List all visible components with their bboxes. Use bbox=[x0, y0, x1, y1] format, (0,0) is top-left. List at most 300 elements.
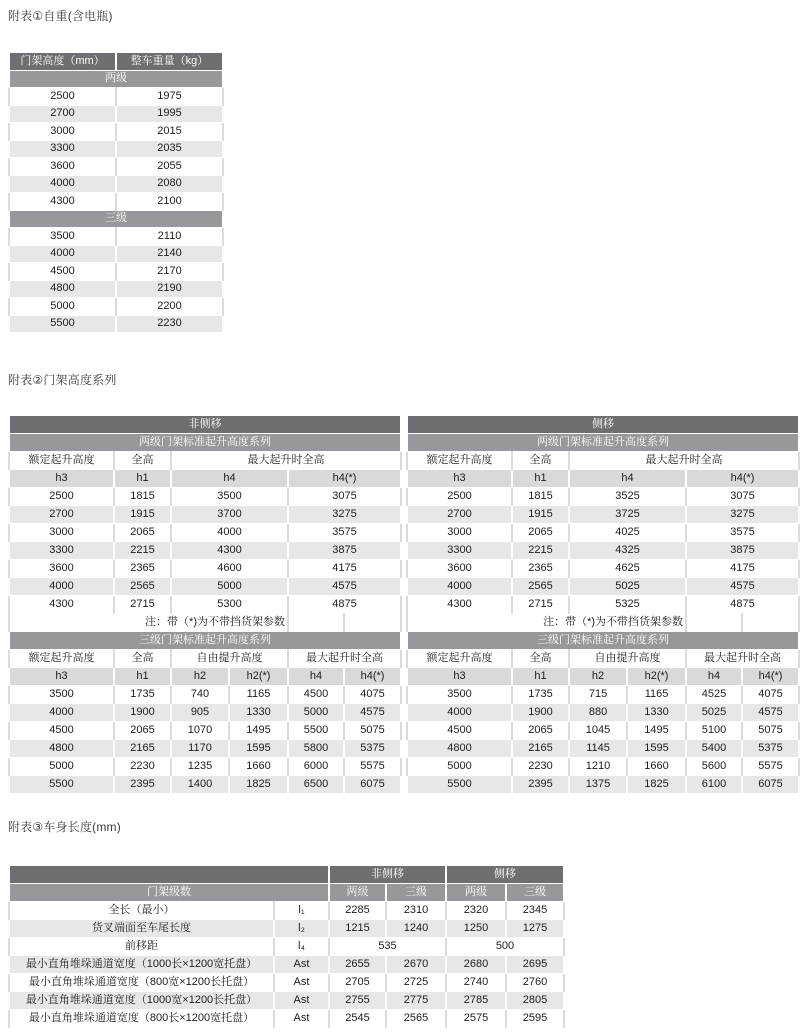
data-cell: 5500 bbox=[288, 722, 344, 740]
data-cell: 5025 bbox=[569, 578, 686, 596]
data-cell: 4575 bbox=[288, 578, 401, 596]
table-row bbox=[407, 686, 799, 704]
data-cell: 2055 bbox=[116, 158, 223, 176]
table-row bbox=[9, 193, 223, 211]
data-cell: 6100 bbox=[686, 776, 742, 794]
data-cell: 2035 bbox=[116, 140, 223, 158]
group-title-cell: 非侧移 bbox=[9, 416, 401, 434]
table-row bbox=[9, 776, 401, 794]
data-cell: 1995 bbox=[116, 105, 223, 123]
data-cell: 2100 bbox=[116, 193, 223, 211]
table2-title: 附表②门架高度系列 bbox=[8, 373, 117, 387]
data-cell: 4075 bbox=[344, 686, 401, 704]
section-header-cell: 两级门架标准起升高度系列 bbox=[407, 434, 799, 452]
mast-height-tables bbox=[8, 415, 800, 794]
data-cell: 4025 bbox=[569, 524, 686, 542]
data-cell: 4500 bbox=[9, 263, 116, 281]
data-cell: 1235 bbox=[171, 758, 229, 776]
symbol-header-cell: h1 bbox=[114, 668, 171, 686]
data-cell: 740 bbox=[171, 686, 229, 704]
data-cell: 2015 bbox=[116, 123, 223, 141]
table-row bbox=[9, 542, 401, 560]
data-cell: 4000 bbox=[407, 578, 512, 596]
data-cell: 3600 bbox=[9, 158, 116, 176]
table-row bbox=[407, 722, 799, 740]
table-row bbox=[407, 668, 799, 686]
data-cell bbox=[686, 614, 742, 632]
data-cell: 3575 bbox=[288, 524, 401, 542]
symbol-header-cell: h4(*) bbox=[344, 668, 401, 686]
symbol-header-cell: h1 bbox=[114, 470, 171, 488]
table-row bbox=[9, 668, 401, 686]
data-cell: 1250 bbox=[446, 920, 506, 938]
data-cell: 5000 bbox=[9, 758, 114, 776]
column-header-cell: 最大起升时全高 bbox=[686, 650, 799, 668]
table1-title: 附表①自重(含电瓶) bbox=[8, 9, 113, 23]
data-cell: 1145 bbox=[569, 740, 627, 758]
data-cell: 2365 bbox=[512, 560, 569, 578]
data-cell: 1375 bbox=[569, 776, 627, 794]
data-cell: 2565 bbox=[114, 578, 171, 596]
row-label-cell: 最小直角堆垛通道宽度（1000宽×1200长托盘） bbox=[9, 992, 274, 1010]
data-cell: 5375 bbox=[742, 740, 799, 758]
row-label-cell: 最小直角堆垛通道宽度（1000长×1200宽托盘） bbox=[9, 956, 274, 974]
data-cell: 1165 bbox=[229, 686, 288, 704]
table-row bbox=[9, 140, 223, 158]
data-cell: 2170 bbox=[116, 263, 223, 281]
symbol-header-cell: h4 bbox=[171, 470, 288, 488]
mast-height-table-non-sideshift bbox=[8, 415, 402, 794]
table-row bbox=[407, 434, 799, 452]
table-row bbox=[9, 105, 223, 123]
table-row bbox=[9, 758, 401, 776]
data-cell: 1975 bbox=[116, 88, 223, 106]
data-cell: 4625 bbox=[569, 560, 686, 578]
data-cell: 2715 bbox=[512, 596, 569, 614]
data-cell: 2395 bbox=[114, 776, 171, 794]
table-row bbox=[407, 488, 799, 506]
table-row bbox=[9, 88, 223, 106]
table-row bbox=[9, 722, 401, 740]
table-row bbox=[407, 614, 799, 632]
data-cell: 1070 bbox=[171, 722, 229, 740]
table-row bbox=[9, 740, 401, 758]
data-cell bbox=[742, 614, 799, 632]
column-header-cell: 全高 bbox=[512, 650, 569, 668]
symbol-cell: Ast bbox=[274, 974, 329, 992]
data-cell: 3725 bbox=[569, 506, 686, 524]
data-cell: 2230 bbox=[114, 758, 171, 776]
data-cell: 2500 bbox=[407, 488, 512, 506]
table-row bbox=[9, 158, 223, 176]
data-cell: 1215 bbox=[329, 920, 386, 938]
table-row bbox=[9, 434, 401, 452]
data-cell: 2775 bbox=[386, 992, 446, 1010]
table-row bbox=[9, 650, 401, 668]
data-cell: 2345 bbox=[506, 902, 564, 920]
data-cell: 5000 bbox=[171, 578, 288, 596]
column-header-cell: 最大起升时全高 bbox=[569, 452, 799, 470]
table-row bbox=[407, 578, 799, 596]
data-cell: 5075 bbox=[344, 722, 401, 740]
data-cell: 1275 bbox=[506, 920, 564, 938]
column-header-cell: 最大起升时全高 bbox=[171, 452, 401, 470]
symbol-cell: l₁ bbox=[274, 902, 329, 920]
data-cell: 2700 bbox=[407, 506, 512, 524]
column-header-cell: 门架高度（mm） bbox=[9, 53, 116, 71]
data-cell: 2725 bbox=[386, 974, 446, 992]
table-row bbox=[9, 956, 564, 974]
table-row bbox=[9, 506, 401, 524]
table-row bbox=[9, 902, 564, 920]
data-cell: 1900 bbox=[114, 704, 171, 722]
column-header-cell: 额定起升高度 bbox=[9, 452, 114, 470]
symbol-header-cell: h4(*) bbox=[288, 470, 401, 488]
data-cell: 2285 bbox=[329, 902, 386, 920]
table-row bbox=[9, 974, 564, 992]
table-row bbox=[407, 758, 799, 776]
data-cell: 2140 bbox=[116, 245, 223, 263]
data-cell: 4500 bbox=[9, 722, 114, 740]
symbol-header-cell: h4 bbox=[686, 668, 742, 686]
data-cell: 2680 bbox=[446, 956, 506, 974]
row-label-cell: 货叉端面至车尾长度 bbox=[9, 920, 274, 938]
data-cell: 4800 bbox=[9, 740, 114, 758]
column-header-cell: 最大起升时全高 bbox=[288, 650, 401, 668]
table-row bbox=[407, 560, 799, 578]
data-cell: 905 bbox=[171, 704, 229, 722]
table-row bbox=[9, 614, 401, 632]
table-row bbox=[9, 280, 223, 298]
data-cell: 1815 bbox=[512, 488, 569, 506]
data-cell: 2215 bbox=[114, 542, 171, 560]
data-cell: 1240 bbox=[386, 920, 446, 938]
data-cell: 2695 bbox=[506, 956, 564, 974]
table-row bbox=[407, 704, 799, 722]
table-row bbox=[9, 488, 401, 506]
row-label-cell: 最小直角堆垛通道宽度（800长×1200宽托盘） bbox=[9, 1010, 274, 1028]
table-row bbox=[407, 524, 799, 542]
data-cell: 2190 bbox=[116, 280, 223, 298]
data-cell: 2065 bbox=[512, 722, 569, 740]
table-row bbox=[9, 175, 223, 193]
data-cell: 3275 bbox=[686, 506, 799, 524]
mast-height-table-sideshift bbox=[406, 415, 800, 794]
table-row bbox=[9, 70, 223, 88]
table-row bbox=[9, 452, 401, 470]
table-row bbox=[407, 506, 799, 524]
data-cell: 3875 bbox=[288, 542, 401, 560]
symbol-header-cell: h3 bbox=[407, 668, 512, 686]
data-cell: 2395 bbox=[512, 776, 569, 794]
column-header-cell: 两级 bbox=[329, 884, 386, 902]
data-cell: 3500 bbox=[9, 228, 116, 246]
table-row bbox=[407, 650, 799, 668]
data-cell: 2565 bbox=[512, 578, 569, 596]
data-cell: 1825 bbox=[627, 776, 686, 794]
table-row bbox=[407, 596, 799, 614]
data-cell: 4175 bbox=[686, 560, 799, 578]
symbol-header-cell: h3 bbox=[407, 470, 512, 488]
column-header-cell: 门架级数 bbox=[9, 884, 329, 902]
data-cell: 5100 bbox=[686, 722, 742, 740]
data-cell: 2365 bbox=[114, 560, 171, 578]
data-cell: 4000 bbox=[9, 578, 114, 596]
data-cell: 6500 bbox=[288, 776, 344, 794]
section-header-cell: 两级门架标准起升高度系列 bbox=[9, 434, 401, 452]
symbol-header-cell: h3 bbox=[9, 668, 114, 686]
data-cell bbox=[288, 614, 344, 632]
column-header-cell: 额定起升高度 bbox=[9, 650, 114, 668]
table-row bbox=[9, 245, 223, 263]
row-label-cell: 最小直角堆垛通道宽度（800宽×1200长托盘） bbox=[9, 974, 274, 992]
data-cell: 2670 bbox=[386, 956, 446, 974]
data-cell: 5000 bbox=[9, 298, 116, 316]
symbol-header-cell: h4(*) bbox=[686, 470, 799, 488]
table-row bbox=[9, 53, 223, 71]
data-cell: 2065 bbox=[114, 524, 171, 542]
data-cell: 1915 bbox=[512, 506, 569, 524]
data-cell: 3600 bbox=[407, 560, 512, 578]
table-row bbox=[407, 416, 799, 434]
symbol-cell: l₄ bbox=[274, 938, 329, 956]
data-cell: 3075 bbox=[686, 488, 799, 506]
table-row bbox=[9, 686, 401, 704]
data-cell: 2110 bbox=[116, 228, 223, 246]
data-cell: 1495 bbox=[229, 722, 288, 740]
table-row bbox=[9, 416, 401, 434]
data-cell: 3275 bbox=[288, 506, 401, 524]
table-row bbox=[407, 632, 799, 650]
data-cell: 2065 bbox=[512, 524, 569, 542]
table-row bbox=[9, 596, 401, 614]
data-cell: 2805 bbox=[506, 992, 564, 1010]
symbol-cell: Ast bbox=[274, 992, 329, 1010]
column-header-cell: 额定起升高度 bbox=[407, 650, 512, 668]
table-row bbox=[9, 632, 401, 650]
data-cell: 5000 bbox=[407, 758, 512, 776]
data-cell: 2700 bbox=[9, 506, 114, 524]
data-cell: 4500 bbox=[288, 686, 344, 704]
section-header-cell: 三级 bbox=[9, 210, 223, 228]
data-cell: 5800 bbox=[288, 740, 344, 758]
table-row bbox=[9, 210, 223, 228]
table-row bbox=[9, 470, 401, 488]
data-cell: 4300 bbox=[171, 542, 288, 560]
data-cell: 4575 bbox=[742, 704, 799, 722]
symbol-header-cell: h2(*) bbox=[229, 668, 288, 686]
table-row bbox=[9, 560, 401, 578]
data-cell: 2080 bbox=[116, 175, 223, 193]
data-cell: 2655 bbox=[329, 956, 386, 974]
data-cell: 2230 bbox=[116, 315, 223, 333]
data-cell: 1595 bbox=[627, 740, 686, 758]
data-cell: 3000 bbox=[407, 524, 512, 542]
data-cell: 5500 bbox=[407, 776, 512, 794]
data-cell: 3000 bbox=[9, 524, 114, 542]
table-row bbox=[407, 470, 799, 488]
data-cell: 1735 bbox=[512, 686, 569, 704]
note-cell: 注：带（*)为不带挡货架参数 bbox=[407, 614, 686, 632]
data-cell: 4000 bbox=[171, 524, 288, 542]
data-cell: 4075 bbox=[742, 686, 799, 704]
data-cell: 4300 bbox=[9, 596, 114, 614]
data-cell: 6075 bbox=[742, 776, 799, 794]
data-cell: 6075 bbox=[344, 776, 401, 794]
group-title-cell: 侧移 bbox=[407, 416, 799, 434]
table-row bbox=[407, 452, 799, 470]
data-cell: 4300 bbox=[9, 193, 116, 211]
section-header-cell: 三级门架标准起升高度系列 bbox=[407, 632, 799, 650]
symbol-cell: Ast bbox=[274, 956, 329, 974]
data-cell: 5325 bbox=[569, 596, 686, 614]
table-row bbox=[9, 298, 223, 316]
data-cell: 5075 bbox=[742, 722, 799, 740]
data-cell: 3075 bbox=[288, 488, 401, 506]
symbol-cell: l₂ bbox=[274, 920, 329, 938]
data-cell: 5400 bbox=[686, 740, 742, 758]
data-cell: 4800 bbox=[9, 280, 116, 298]
data-cell: 1595 bbox=[229, 740, 288, 758]
group-title-cell: 侧移 bbox=[446, 866, 564, 884]
data-cell: 715 bbox=[569, 686, 627, 704]
column-header-cell: 三级 bbox=[506, 884, 564, 902]
column-header-cell: 自由提升高度 bbox=[569, 650, 686, 668]
symbol-header-cell: h2 bbox=[171, 668, 229, 686]
data-cell: 1660 bbox=[229, 758, 288, 776]
data-cell: 1825 bbox=[229, 776, 288, 794]
data-cell: 2200 bbox=[116, 298, 223, 316]
column-header-cell: 两级 bbox=[446, 884, 506, 902]
data-cell: 2755 bbox=[329, 992, 386, 1010]
data-cell: 1330 bbox=[229, 704, 288, 722]
data-cell: 1210 bbox=[569, 758, 627, 776]
symbol-header-cell: h2 bbox=[569, 668, 627, 686]
data-cell: 3000 bbox=[9, 123, 116, 141]
table-row bbox=[9, 938, 564, 956]
data-cell bbox=[344, 614, 401, 632]
data-cell: 535 bbox=[329, 938, 446, 956]
data-cell: 1815 bbox=[114, 488, 171, 506]
data-cell: 5500 bbox=[9, 776, 114, 794]
group-title-cell: 非侧移 bbox=[329, 866, 446, 884]
data-cell: 5000 bbox=[288, 704, 344, 722]
column-header-cell: 全高 bbox=[512, 452, 569, 470]
data-cell: 5300 bbox=[171, 596, 288, 614]
data-cell: 2310 bbox=[386, 902, 446, 920]
data-cell: 4000 bbox=[9, 704, 114, 722]
table-row bbox=[9, 263, 223, 281]
table-row bbox=[9, 228, 223, 246]
data-cell: 3500 bbox=[9, 686, 114, 704]
table-row bbox=[9, 578, 401, 596]
data-cell: 1900 bbox=[512, 704, 569, 722]
symbol-header-cell: h1 bbox=[512, 470, 569, 488]
data-cell: 4600 bbox=[171, 560, 288, 578]
data-cell: 3525 bbox=[569, 488, 686, 506]
data-cell: 2575 bbox=[446, 1010, 506, 1028]
section-header-cell: 两级 bbox=[9, 70, 223, 88]
data-cell: 3300 bbox=[9, 542, 114, 560]
data-cell: 2700 bbox=[9, 105, 116, 123]
data-cell: 1045 bbox=[569, 722, 627, 740]
table-row bbox=[9, 1010, 564, 1028]
symbol-header-cell: h4 bbox=[569, 470, 686, 488]
data-cell: 500 bbox=[446, 938, 564, 956]
data-cell: 2740 bbox=[446, 974, 506, 992]
data-cell: 2705 bbox=[329, 974, 386, 992]
data-cell: 3875 bbox=[686, 542, 799, 560]
data-cell: 1915 bbox=[114, 506, 171, 524]
data-cell: 5375 bbox=[344, 740, 401, 758]
data-cell: 4525 bbox=[686, 686, 742, 704]
column-header-cell: 全高 bbox=[114, 452, 171, 470]
data-cell: 4000 bbox=[9, 175, 116, 193]
data-cell: 4575 bbox=[344, 704, 401, 722]
data-cell: 6000 bbox=[288, 758, 344, 776]
data-cell: 3300 bbox=[407, 542, 512, 560]
data-cell: 4500 bbox=[407, 722, 512, 740]
table-row bbox=[9, 866, 564, 884]
mast-height-non-sideshift-body bbox=[9, 416, 401, 794]
symbol-header-cell: h4(*) bbox=[742, 668, 799, 686]
data-cell: 3500 bbox=[407, 686, 512, 704]
table-row bbox=[9, 884, 564, 902]
data-cell: 5500 bbox=[9, 315, 116, 333]
data-cell: 880 bbox=[569, 704, 627, 722]
data-cell: 4300 bbox=[407, 596, 512, 614]
data-cell: 4800 bbox=[407, 740, 512, 758]
body-length-table-body bbox=[9, 866, 564, 1028]
data-cell: 2500 bbox=[9, 488, 114, 506]
data-cell: 3575 bbox=[686, 524, 799, 542]
column-header-cell: 额定起升高度 bbox=[407, 452, 512, 470]
column-header-cell: 全高 bbox=[114, 650, 171, 668]
symbol-header-cell: h3 bbox=[9, 470, 114, 488]
data-cell: 1165 bbox=[627, 686, 686, 704]
symbol-header-cell: h1 bbox=[512, 668, 569, 686]
row-label-cell: 前移距 bbox=[9, 938, 274, 956]
table-row bbox=[9, 315, 223, 333]
data-cell: 2165 bbox=[512, 740, 569, 758]
data-cell: 2165 bbox=[114, 740, 171, 758]
data-cell: 3700 bbox=[171, 506, 288, 524]
data-cell: 4875 bbox=[288, 596, 401, 614]
data-cell: 2320 bbox=[446, 902, 506, 920]
data-cell: 2215 bbox=[512, 542, 569, 560]
data-cell: 1400 bbox=[171, 776, 229, 794]
data-cell: 1495 bbox=[627, 722, 686, 740]
data-cell: 4575 bbox=[686, 578, 799, 596]
data-cell: 3500 bbox=[171, 488, 288, 506]
row-label-cell: 全长（最小） bbox=[9, 902, 274, 920]
data-cell: 2595 bbox=[506, 1010, 564, 1028]
data-cell: 1660 bbox=[627, 758, 686, 776]
data-cell: 2545 bbox=[329, 1010, 386, 1028]
table3-title: 附表③车身长度(mm) bbox=[8, 820, 121, 834]
data-cell: 2230 bbox=[512, 758, 569, 776]
data-cell: 1170 bbox=[171, 740, 229, 758]
data-cell: 1330 bbox=[627, 704, 686, 722]
column-header-cell: 自由提升高度 bbox=[171, 650, 288, 668]
symbol-header-cell: h4 bbox=[288, 668, 344, 686]
self-weight-table bbox=[8, 52, 224, 333]
table-row bbox=[9, 920, 564, 938]
self-weight-table-body bbox=[9, 53, 223, 333]
symbol-cell: Ast bbox=[274, 1010, 329, 1028]
data-cell: 1735 bbox=[114, 686, 171, 704]
column-header-cell: 三级 bbox=[386, 884, 446, 902]
